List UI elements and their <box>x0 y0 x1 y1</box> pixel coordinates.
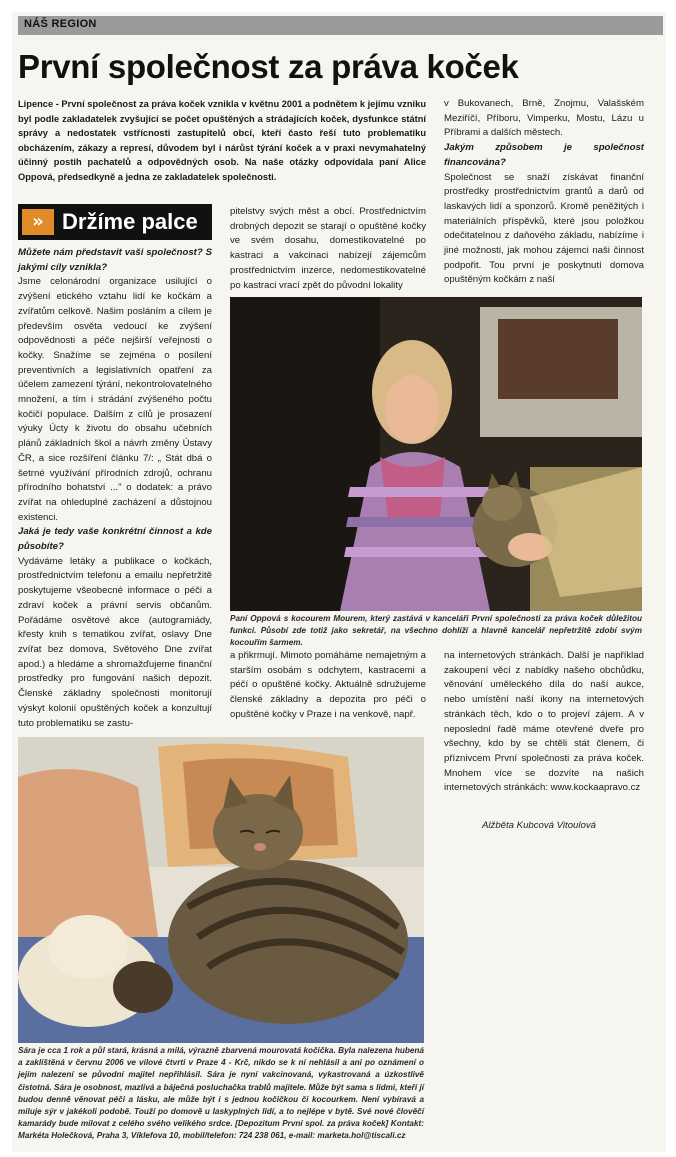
photo-caption: Sára je cca 1 rok a půl stará, krásná a milá, výrazně zbarvená mourovatá kočička. Byla nalezena hubená a zaklíštěná v červnu 2006 ve vilové čtvrti v Praze 4 - Krč, nikdo se k ní nehlásil a ani po oznámení o jejím nalezení se původní majitel nepřihlásil. Sára je nyní vakcinovaná, vykastrovaná a úzkostlivě čistotná. Sára je osobnost, mazlivá a báječná posluchačka trablů majitele. Může být sama s lidmi, kteří jí budou denně věnovat péči a lásku, ale může být i s jednou kočičkou či kocourkem. Není vybíravá a miluje sýr v jakékoli podobě. Touží po domově u laskyplných lidí, a to nejlépe v bytě. Své nové člověčí kamarády bude milovat z celého svého velikého srdce. [Depozitum První spol. za práva koček] Kontakt: Markéta Holečková, Praha 3, Víklefova 10, mobil/telefon: 724 238 061, e-mail: marketa.hol@tiscali.cz <box>18 1046 424 1141</box>
photo-woman-with-cat <box>230 297 642 611</box>
photo-sleeping-cat <box>18 737 424 1043</box>
question: Jaká je tedy vaše konkrétní činnost a kde působíte? <box>18 526 212 553</box>
section-header-bar <box>18 16 663 35</box>
photo-illustration <box>230 297 642 611</box>
column-3-bottom <box>444 649 644 796</box>
photo-illustration <box>18 737 424 1043</box>
author-signature: Alžběta Kubcová Vitoulová <box>482 820 596 831</box>
double-arrow-icon: » <box>22 209 54 235</box>
question: Můžete nám představit vaši společnost? S jakými cíly vznikla? <box>18 247 212 273</box>
headline: První společnost za práva koček <box>18 48 519 85</box>
kicker-label: Držíme palce <box>62 209 198 234</box>
column-2-top <box>230 205 426 293</box>
photo-caption: Paní Oppová s kocourem Mourem, který zastává v kanceláři První společnosti za práva koček důležitou funkci. Působí zde totiž jako sekretář, na všechno dohlíží a hlavně kancelář nepřetržitě zdobí svým kocouřím šarmem. <box>230 614 642 648</box>
column-1 <box>18 246 212 731</box>
answer-paragraph: Jsme celonárodní organizace usilující o zvýšení etického vztahu lidí ke kočkám a zvířatům celkově. Našim posláním a cílem je především osvěta vedoucí ke zvýšení odpovědnosti a péče nejširší veřejnosti o kočky. Snažíme se zejména o posílení preventivních a legislativních opatření za účelem zamezení týrání, nekontrolovatelného množení, a tím i strádání zvýšeného počtu kočičí populace. Dalším z cílů je prosazení výuky Úcty k životu do obsahu učebních plánů základních škol a návrh změny Ústavy ČR, a sice rozšíření článku 7/: „ Stát dbá o šetrné využívání přírodních zdrojů, ochranu přírodního bohatství ..." o dodatek: a právo zvířat na ohleduplné zacházení a důstojnou existenci. <box>18 276 212 523</box>
body-paragraph: a přikrmují. Mimoto pomáháme nemajetným a starším osobám s odchytem, kastracemi a péčí o opuštěné kočky. Aktuálně sdružujeme členské základny a depozita pro péči o opuštěné kočky v Praze i na venkově, např. <box>230 650 426 720</box>
section-label: NÁŠ REGION <box>24 18 97 30</box>
lead-paragraph: Lipence - První společnost za práva koček vznikla v květnu 2001 a podnětem k jejímu vzniku byl podle zakladatelek zvyšující se počet opuštěných a strádajících koček, dysfunkce státní správy a nedostatek vstřícnosti zastupitelů obcí, kteří často řeší tuto problematiku obcházením, zákazy a represí, důvodem byl i nárůst týrání koček a v praxi nevymahatelný účinný postih pachatelů a odpovědných osob. Na naše otázky odpovídala paní Alice Oppová, předsedkyně a jedna ze zakladatelek společnosti. <box>18 99 426 182</box>
answer-paragraph: Společnost se snaží získávat finanční prostředky prostřednictvím grantů a darů od laskavých lidí a sponzorů. Kromě peněžitých i materiálních příspěvků, které jsou položkou odečitatelnou z daňového základu, nabízíme i jiné možnosti, jak mohou zájemci naši činnost podpořit. Tou první je poskytnutí domova opuštěným kočkám z naší <box>444 171 644 286</box>
newspaper-page <box>12 12 666 1152</box>
body-paragraph: na internetových stránkách. Další je například zakoupení věcí z nabídky našeho obchůdku, věnování uměleckého díla do naší aukce, nebo umístění naší ikony na internetových stránkách těch, kdo o to projeví zájem. A v neposlední řadě máme otevřené dveře pro všechny, kdo by se chtěli stát členem, či příznivcem První společnosti za práva koček. Mnohem více se dozvíte na našich internetových stránkách: www.kockaapravo.cz <box>444 650 644 794</box>
column-2-bottom <box>230 649 426 723</box>
body-paragraph: pitelstvy svých měst a obcí. Prostřednictvím drobných depozit se starají o opuštěné kočky ve svém dosahu, domestikovatelné po kastraci a vakcinaci nabízejí zájemcům prostřednictvím inzerce, nedomestikovatelné po kastraci vrací zpět do původní lokality <box>230 206 426 291</box>
question: Jakým způsobem je společnost financována? <box>444 142 644 168</box>
kicker-box <box>18 204 212 240</box>
answer-paragraph: Vydáváme letáky a publikace o kočkách, prostřednictvím telefonu a emailu nepřetržitě poskytujeme všeobecné informace o péči a zdraví koček a právní servis občanům. Pořádáme osvětové akce (autogramiády, křesty knih s tematikou zvířat, oslavy Dne zvířat bez domova, Světového Dne zvířat apod.) a hledáme a shromažďujeme finanční prostředky pro fungování našich depozit. Členské základny společnosti monitorují výskyt kolonií opuštěných koček a konzultují tuto problematiku se zastu- <box>18 555 212 729</box>
column-3-top <box>444 97 644 288</box>
body-paragraph: v Bukovanech, Brně, Znojmu, Valašském Meziříčí, Příboru, Vimperku, Mostu, Lázu u Příbrami a dalších městech. <box>444 98 644 139</box>
